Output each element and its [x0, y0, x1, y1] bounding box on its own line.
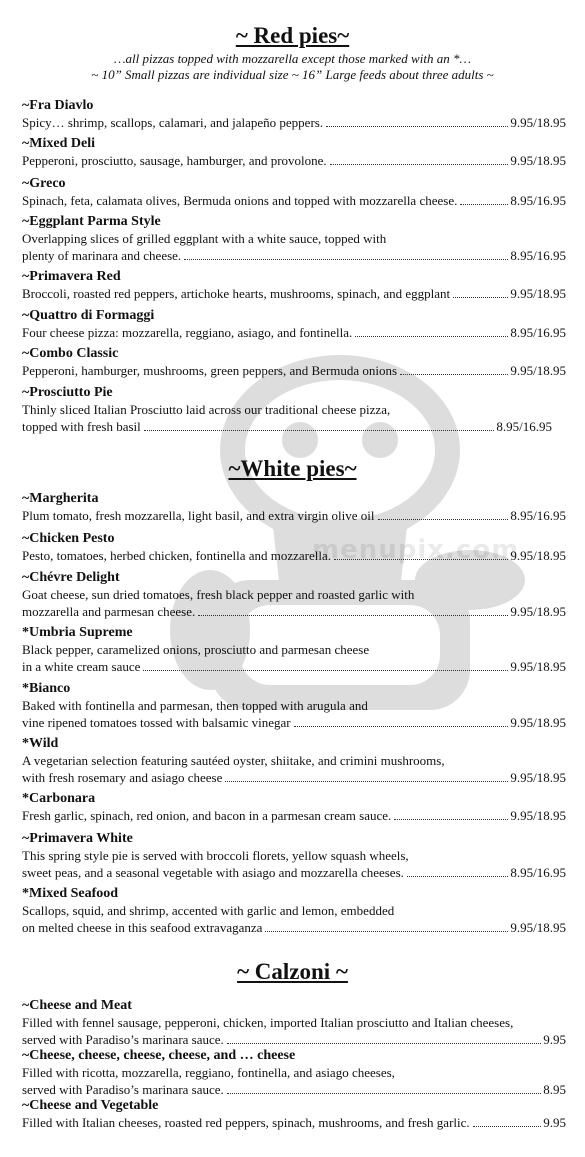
menu-item-description: Pepperoni, prosciutto, sausage, hamburger, and provolone. — [22, 153, 327, 168]
menu-item-name: *Carbonara — [22, 791, 96, 806]
menu-item-description: topped with fresh basil — [22, 419, 141, 434]
menu-item-name: ~Greco — [22, 176, 66, 191]
menu-item-description: A vegetarian selection featuring sautéed oyster, shiitake, and crimini mushrooms, — [22, 753, 445, 768]
menu-item-price: 9.95/18.95 — [510, 363, 566, 378]
menu-item — [22, 680, 566, 731]
menu-item-name: ~Combo Classic — [22, 346, 119, 361]
menu-item-description: Spinach, feta, calamata olives, Bermuda onions and topped with mozzarella cheese. — [22, 193, 458, 208]
menu-item-description: Plum tomato, fresh mozzarella, light basil, and extra virgin olive oil — [22, 508, 375, 523]
menu-item — [22, 885, 566, 936]
menu-item — [22, 135, 566, 169]
section-title-calzoni: ~ Calzoni ~ — [237, 959, 348, 984]
menu-item — [22, 830, 566, 881]
menu-item — [22, 1097, 566, 1131]
dot-leader — [334, 559, 508, 560]
menu-item-price-row — [22, 807, 566, 824]
dot-leader — [225, 781, 508, 782]
menu-item — [22, 569, 566, 620]
menu-item-price-row — [22, 114, 566, 131]
menu-item-price: 9.95/18.95 — [510, 548, 566, 563]
menu-item-price: 8.95/16.95 — [510, 325, 566, 340]
dot-leader — [326, 126, 508, 127]
menu-item-description: Broccoli, roasted red peppers, artichoke hearts, mushrooms, spinach, and eggplant — [22, 286, 451, 301]
menu-item-price-row — [22, 507, 566, 524]
menu-item-price: 9.95/18.95 — [510, 770, 566, 785]
menu-item-price: 9.95/18.95 — [510, 920, 566, 935]
menu-item-description: on melted cheese in this seafood extravaganza — [22, 920, 263, 935]
menu-item-price: 9.95 — [543, 1032, 566, 1047]
menu-item — [22, 97, 566, 131]
menu-item-price-row — [22, 864, 566, 881]
menu-item-price-row — [22, 919, 566, 936]
menu-item-description: Spicy… shrimp, scallops, calamari, and jalapeño peppers. — [22, 115, 324, 130]
menu-item-description: mozzarella and parmesan cheese. — [22, 604, 196, 619]
menu-item-price: 8.95/16.95 — [510, 248, 566, 263]
dot-leader — [330, 164, 509, 165]
menu-item-price: 8.95/16.95 — [510, 865, 566, 880]
menu-item-description: Baked with fontinella and parmesan, then topped with arugula and — [22, 698, 368, 713]
menu-item-price-row — [22, 152, 566, 169]
dot-leader — [184, 259, 508, 260]
menu-item — [22, 213, 566, 264]
menu-item-description: Overlapping slices of grilled eggplant with a white sauce, topped with — [22, 231, 387, 246]
menu-item-name: ~Primavera White — [22, 831, 133, 846]
menu-item-price: 9.95 — [543, 1115, 566, 1130]
menu-item-price-row — [22, 547, 566, 564]
menu-item-price-row — [22, 285, 566, 302]
menu-item-price-row — [22, 603, 566, 620]
menu-item-price-row — [22, 362, 566, 379]
menu-item-name: ~Fra Diavlo — [22, 98, 94, 113]
watermark: menupix.com — [312, 535, 520, 565]
menu-item-description: Black pepper, caramelized onions, prosciutto and parmesan cheese — [22, 642, 370, 657]
menu-item-description: Thinly sliced Italian Prosciutto laid across our traditional cheese pizza, — [22, 402, 391, 417]
menu-item-description: Filled with Italian cheeses, roasted red peppers, spinach, mushrooms, and fresh garlic. — [22, 1115, 470, 1130]
menu-item — [22, 530, 566, 564]
menu-item-description: Filled with fennel sausage, pepperoni, chicken, imported Italian prosciutto and Italian cheeses, — [22, 1015, 514, 1030]
menu-item-name: ~Chicken Pesto — [22, 531, 115, 546]
dot-leader — [473, 1126, 542, 1127]
section-title-white-pies: ~White pies~ — [228, 456, 357, 481]
menu-item-description: Scallops, squid, and shrimp, accented with garlic and lemon, embedded — [22, 903, 395, 918]
menu-item-name: ~Chévre Delight — [22, 570, 120, 585]
red-pies-header — [0, 22, 585, 83]
menu-item-price-row — [22, 192, 566, 209]
menu-item-price-row — [22, 1081, 566, 1098]
dot-leader — [265, 931, 508, 932]
menu-item-price-row — [22, 247, 566, 264]
menu-item-price: 9.95/18.95 — [510, 115, 566, 130]
menu-item-description: served with Paradiso’s marinara sauce. — [22, 1032, 224, 1047]
menu-item-price-row — [22, 418, 552, 435]
menu-item-price-row — [22, 658, 566, 675]
menu-item-price: 9.95/18.95 — [510, 153, 566, 168]
menu-item-price: 8.95/16.95 — [510, 508, 566, 523]
menu-item-price: 8.95/16.95 — [496, 419, 552, 434]
menu-item-name: ~Cheese and Meat — [22, 998, 132, 1013]
menu-item-price: 8.95 — [543, 1082, 566, 1097]
pizza-note-mozzarella: …all pizzas topped with mozzarella except those marked with an *… — [114, 51, 471, 66]
dot-leader — [227, 1093, 541, 1094]
menu-item — [22, 790, 566, 824]
menu-item-description: served with Paradiso’s marinara sauce. — [22, 1082, 224, 1097]
menu-item-name: ~Quattro di Formaggi — [22, 308, 155, 323]
menu-item-price: 9.95/18.95 — [510, 715, 566, 730]
menu-item-description: Goat cheese, sun dried tomatoes, fresh black pepper and roasted garlic with — [22, 587, 415, 602]
menu-item-name: *Mixed Seafood — [22, 886, 119, 901]
menu-item-description: with fresh rosemary and asiago cheese — [22, 770, 223, 785]
menu-item-description: Pesto, tomatoes, herbed chicken, fontinella and mozzarella. — [22, 548, 331, 563]
menu-item-name: ~Cheese and Vegetable — [22, 1098, 159, 1113]
menu-item — [22, 268, 566, 302]
dot-leader — [407, 876, 508, 877]
dot-leader — [394, 819, 508, 820]
menu-item — [22, 384, 552, 435]
calzoni-header — [0, 958, 585, 986]
menu-item-description: sweet peas, and a seasonal vegetable with asiago and mozzarella cheeses. — [22, 865, 404, 880]
dot-leader — [144, 430, 495, 431]
menu-item-description: Filled with ricotta, mozzarella, reggiano, fontinella, and asiago cheeses, — [22, 1065, 395, 1080]
menu-item-name: ~Eggplant Parma Style — [22, 214, 161, 229]
menu-item — [22, 345, 566, 379]
menu-item-name: *Umbria Supreme — [22, 625, 133, 640]
dot-leader — [460, 204, 508, 205]
menu-item-price: 9.95/18.95 — [510, 659, 566, 674]
menu-item — [22, 307, 566, 341]
menu-item-name: ~Cheese, cheese, cheese, cheese, and … cheese — [22, 1048, 296, 1063]
menu-item-price-row — [22, 1031, 566, 1048]
menu-item — [22, 997, 566, 1048]
white-pies-header — [0, 455, 585, 483]
menu-item — [22, 735, 566, 786]
menu-item-description: This spring style pie is served with broccoli florets, yellow squash wheels, — [22, 848, 409, 863]
section-title-red-pies: ~ Red pies~ — [235, 23, 350, 48]
menu-item-name: ~Primavera Red — [22, 269, 121, 284]
menu-item-price: 8.95/16.95 — [510, 193, 566, 208]
menu-item-price-row — [22, 324, 566, 341]
dot-leader — [378, 519, 509, 520]
menu-item-description: Fresh garlic, spinach, red onion, and bacon in a parmesan cream sauce. — [22, 808, 392, 823]
menu-item-description: vine ripened tomatoes tossed with balsamic vinegar — [22, 715, 291, 730]
menu-item — [22, 175, 566, 209]
menu-item-description: Four cheese pizza: mozzarella, reggiano, asiago, and fontinella. — [22, 325, 353, 340]
menu-item-price-row — [22, 769, 566, 786]
dot-leader — [143, 670, 508, 671]
dot-leader — [198, 615, 508, 616]
menu-item-description: in a white cream sauce — [22, 659, 141, 674]
menu-item-description: Pepperoni, hamburger, mushrooms, green peppers, and Bermuda onions — [22, 363, 398, 378]
menu-item-price-row — [22, 714, 566, 731]
menu-item-price-row — [22, 1114, 566, 1131]
menu-item-name: *Wild — [22, 736, 59, 751]
pizza-note-sizes: ~ 10” Small pizzas are individual size ~ 16” Large feeds about three adults ~ — [91, 67, 494, 82]
menu-item — [22, 490, 566, 524]
menu-item-price: 9.95/18.95 — [510, 286, 566, 301]
dot-leader — [294, 726, 509, 727]
dot-leader — [453, 297, 508, 298]
menu-item-description: plenty of marinara and cheese. — [22, 248, 182, 263]
menu-item — [22, 624, 566, 675]
dot-leader — [355, 336, 508, 337]
dot-leader — [227, 1043, 541, 1044]
menu-item-price: 9.95/18.95 — [510, 604, 566, 619]
menu-item — [22, 1047, 566, 1098]
menu-item-name: ~Prosciutto Pie — [22, 385, 113, 400]
menu-item-price: 9.95/18.95 — [510, 808, 566, 823]
menu-item-name: ~Mixed Deli — [22, 136, 95, 151]
dot-leader — [400, 374, 508, 375]
menu-item-name: ~Margherita — [22, 491, 99, 506]
menu-item-name: *Bianco — [22, 681, 71, 696]
